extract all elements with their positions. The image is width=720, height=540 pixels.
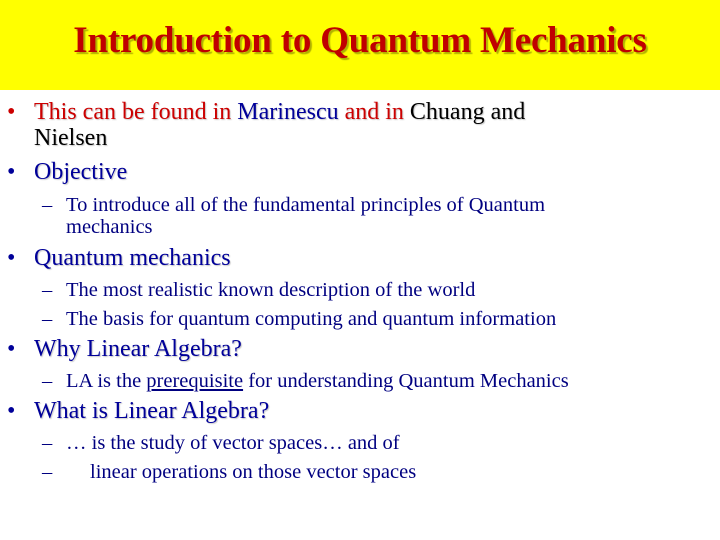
chuang-text: Chuang and	[409, 99, 526, 125]
dash: –	[42, 432, 53, 454]
bullet-dot: •	[7, 159, 16, 185]
objective-text: To introduce all of the fundamental principles of Quantum	[66, 194, 546, 216]
dash: –	[42, 461, 53, 483]
quantum-mechanics-label: Quantum mechanics	[34, 245, 231, 271]
bullet-dot: •	[7, 398, 16, 424]
bullet-dot: •	[7, 99, 16, 125]
objective-text-line2: mechanics	[66, 216, 153, 238]
slide-title: Introduction to Quantum Mechanics	[73, 20, 647, 61]
text-fragment: This can be found in	[34, 99, 238, 125]
bullet-dot: •	[7, 336, 16, 362]
bullet-dot: •	[7, 245, 16, 271]
text-fragment: for understanding Quantum Mechanics	[243, 370, 569, 392]
bullet-reference-text	[34, 100, 525, 124]
text-fragment: LA is the	[66, 370, 147, 392]
prerequisite-text: prerequisite	[146, 370, 244, 392]
nielsen-text: Nielsen	[34, 125, 108, 151]
dash: –	[42, 308, 53, 330]
qm-text-2: The basis for quantum computing and quantum information	[66, 308, 557, 330]
dash: –	[42, 194, 53, 216]
what-is-la-label: What is Linear Algebra?	[34, 398, 270, 424]
dash: –	[42, 279, 53, 301]
what-is-la-text-1: … is the study of vector spaces… and of	[66, 432, 400, 454]
marinescu-text: Marinescu	[237, 99, 339, 125]
why-la-text	[66, 370, 569, 392]
text-fragment: and in	[338, 99, 410, 125]
why-la-label: Why Linear Algebra?	[34, 336, 242, 362]
objective-label: Objective	[34, 159, 128, 185]
dash: –	[42, 370, 53, 392]
qm-text-1: The most realistic known description of the world	[66, 279, 476, 301]
what-is-la-text-2: linear operations on those vector spaces	[90, 461, 417, 483]
